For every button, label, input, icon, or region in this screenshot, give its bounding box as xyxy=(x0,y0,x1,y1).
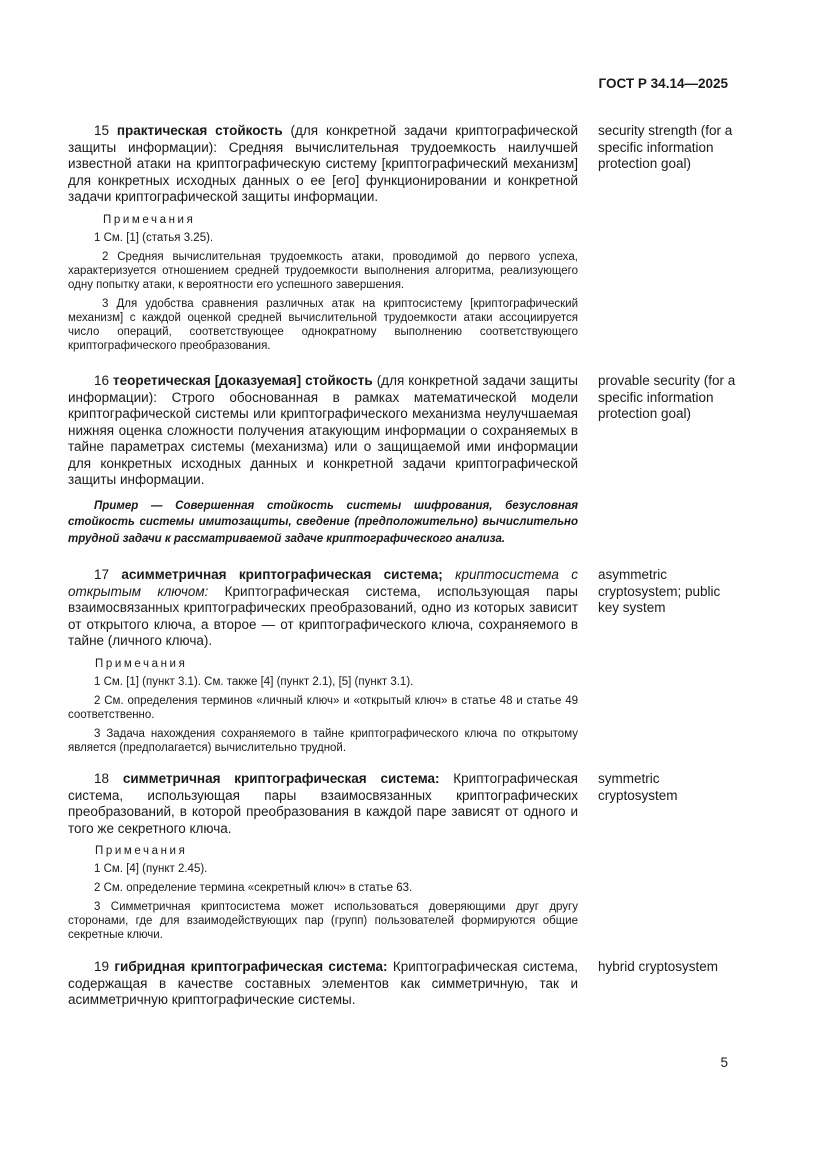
note-item: 1 См. [4] (пункт 2.45). xyxy=(94,863,208,875)
term-definition xyxy=(68,771,578,837)
term-definition xyxy=(68,959,578,1009)
definition-text: (для конкретной задачи защиты информации): Строго обоснованная в рамках математической модели криптографической системы или криптографического механизма неулучшаемая нижняя оценка сложности получения атакующим информации о сохраняемых в тайне параметрах системы (механизма) или о защищаемой ими информации для конкретных исходных данных и конкретной задачи криптографической защиты информации. xyxy=(68,373,578,487)
term-number: 17 xyxy=(94,567,110,582)
note-item: 3 Задача нахождения сохраняемого в тайне криптографического ключа по открытому является (предполагается) вычислительно трудной. xyxy=(68,727,578,754)
term-name: теоретическая [доказуемая] стойкость xyxy=(113,373,373,388)
term-number: 18 xyxy=(94,771,110,786)
definition-text: Криптографическая система, использующая пары взаимосвязанных криптографических преобразований, одно из которых зависит от открытого ключа, а второе — от криптографического ключа, сохраняемого в тайне (личного ключа). xyxy=(68,583,578,648)
note-item: 2 См. определение термина «секретный ключ» в статье 63. xyxy=(94,882,413,894)
notes-title: Примечания xyxy=(95,845,188,857)
term-entry-19 xyxy=(68,959,578,1009)
term-name: гибридная криптографическая система: xyxy=(114,959,388,974)
note-item: 1 См. [1] (пункт 3.1). См. также [4] (пункт 2.1), [5] (пункт 3.1). xyxy=(94,675,414,688)
term-entry-15 xyxy=(68,123,578,358)
term-definition xyxy=(68,567,578,650)
note-item: 1 См. [1] (статья 3.25). xyxy=(94,231,214,244)
term-definition xyxy=(68,373,578,489)
example-text: Пример — Совершенная стойкость системы шифрования, безусловная стойкость системы имитозащиты, сведение (предположительно) вычислительно трудной задачи к рассматриваемой задаче криптографического анализа. xyxy=(68,499,578,545)
note-item: 2 См. определения терминов «личный ключ» и «открытый ключ» в статье 48 и статье 49 соответственно. xyxy=(68,694,578,721)
definition-text: (для конкретной задачи криптографической защиты информации): Средняя вычислительная трудоемкость наилучшей известной атаки на криптографическую систему [криптографический механизм] для конкретных исходных данных о ее [его] функционировании и конкретной задачи криптографической защиты информации. xyxy=(68,123,578,204)
term-entry-16 xyxy=(68,373,578,547)
term-synonym: криптосистема с открытым ключом: xyxy=(68,567,578,599)
note-item: 3 Для удобства сравнения различных атак на криптосистему [криптографический механизм] с каждой оценкой средней вычислительной трудоемкости атаки ассоциируется число операций, соответствующее однократному выполнению соответствующего криптографического преобразования. xyxy=(68,297,578,352)
english-term-17: asymmetric cryptosystem; public key system xyxy=(598,567,721,615)
document-header: ГОСТ Р 34.14—2025 xyxy=(598,76,728,91)
english-term-19: hybrid cryptosystem xyxy=(598,959,719,974)
note-item: 3 Симметричная криптосистема может использоваться доверяющими друг другу сторонами, где для взаимодействующих пар (групп) пользователей формируются общие секретные ключи. xyxy=(68,901,578,941)
term-number: 15 xyxy=(94,123,110,138)
notes-title: Примечания xyxy=(95,657,188,670)
english-term-18: symmetric cryptosystem xyxy=(598,771,678,803)
term-name: практическая стойкость xyxy=(116,123,283,138)
term-entry-18 xyxy=(68,771,578,947)
term-number: 16 xyxy=(94,373,110,388)
term-name: симметричная криптографическая система: xyxy=(122,771,440,786)
english-term-16: provable security (for a specific information protection goal) xyxy=(598,373,736,421)
term-name: асимметричная криптографическая система; xyxy=(121,567,443,582)
notes-title: Примечания xyxy=(103,213,196,226)
term-definition xyxy=(68,123,578,206)
definition-text: Криптографическая система, содержащая в качестве составных элементов как симметричную, так и асимметричную криптографические системы. xyxy=(68,959,578,1007)
note-item: 2 Средняя вычислительная трудоемкость атаки, проводимой до первого успеха, характеризуется отношением средней трудоемкости выполнения алгоритма, реализующего одну попытку атаки, к вероятности его успешного завершения. xyxy=(68,250,578,291)
page-number: 5 xyxy=(720,1055,728,1070)
term-entry-17 xyxy=(68,567,578,760)
definition-text: Криптографическая система, использующая пары взаимосвязанных криптографических преобразований, в которой преобразования в каждой паре зависят от одного и того же секретного ключа. xyxy=(68,771,578,836)
term-number: 19 xyxy=(94,959,110,974)
english-term-15: security strength (for a specific information protection goal) xyxy=(598,123,733,171)
